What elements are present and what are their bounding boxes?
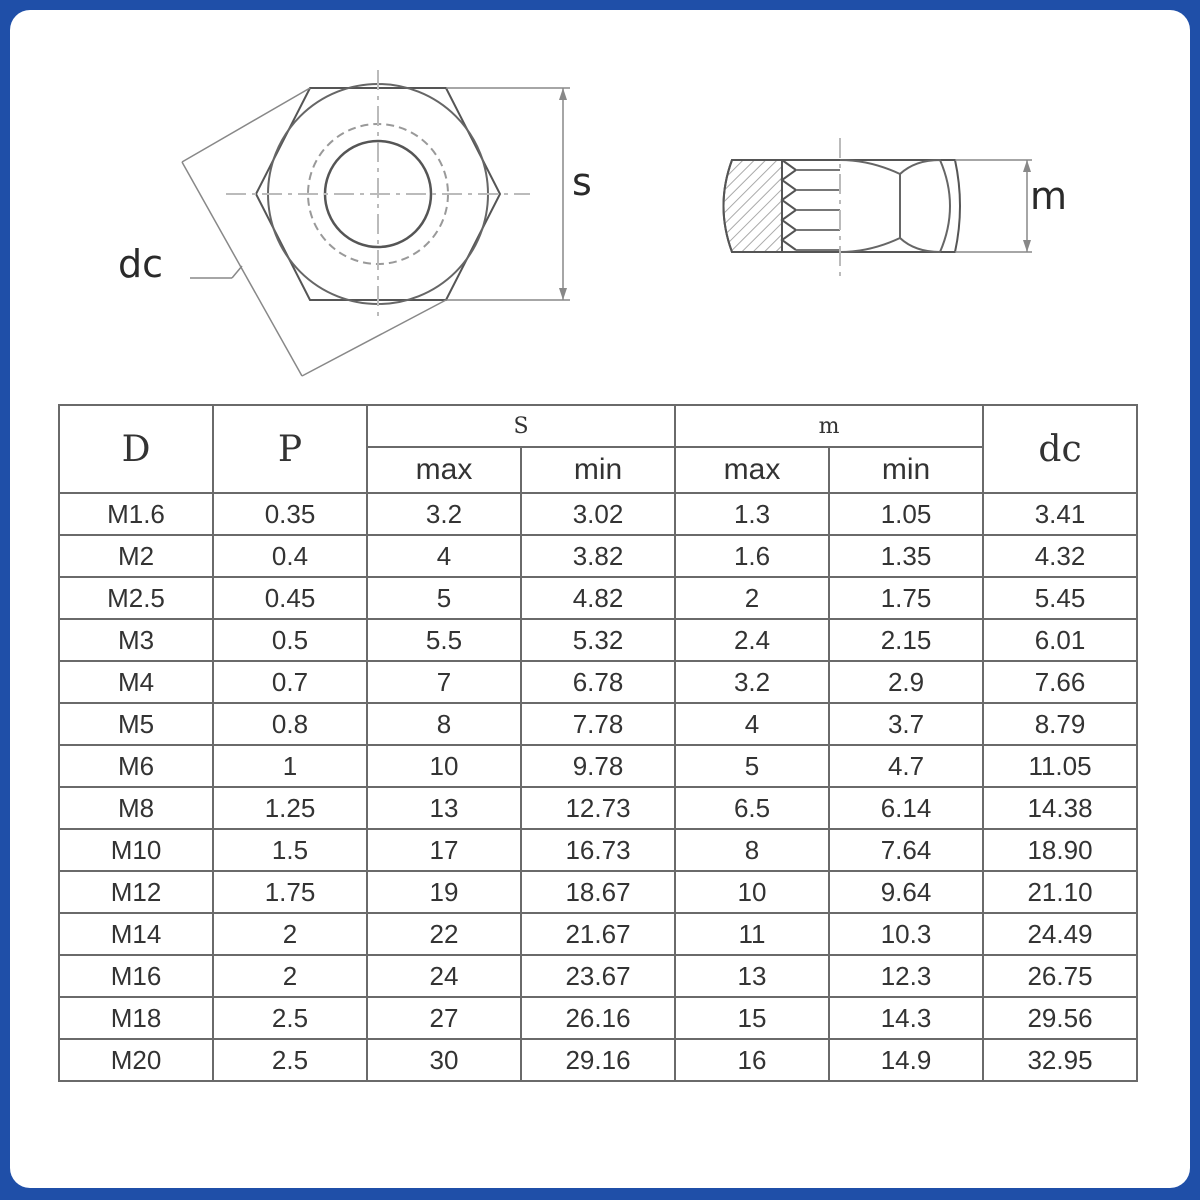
cell-D: M3 [59, 619, 213, 661]
cell-m-min: 2.9 [829, 661, 983, 703]
cell-dc: 7.66 [983, 661, 1137, 703]
cell-s-min: 18.67 [521, 871, 675, 913]
header-m-max: max [675, 447, 829, 493]
cell-P: 0.8 [213, 703, 367, 745]
cell-m-min: 4.7 [829, 745, 983, 787]
cell-s-min: 9.78 [521, 745, 675, 787]
table-row [59, 745, 1137, 787]
cell-s-max: 17 [367, 829, 521, 871]
cell-m-min: 3.7 [829, 703, 983, 745]
cell-dc: 8.79 [983, 703, 1137, 745]
cell-s-max: 24 [367, 955, 521, 997]
cell-s-min: 3.02 [521, 493, 675, 535]
cell-m-min: 1.05 [829, 493, 983, 535]
cell-D: M2 [59, 535, 213, 577]
table-row [59, 1039, 1137, 1081]
cell-D: M12 [59, 871, 213, 913]
cell-dc: 26.75 [983, 955, 1137, 997]
cell-s-min: 3.82 [521, 535, 675, 577]
cell-D: M18 [59, 997, 213, 1039]
cell-m-min: 2.15 [829, 619, 983, 661]
cell-D: M6 [59, 745, 213, 787]
table-row [59, 787, 1137, 829]
cell-D: M14 [59, 913, 213, 955]
cell-P: 0.5 [213, 619, 367, 661]
cell-P: 1.25 [213, 787, 367, 829]
spec-table-body [59, 493, 1137, 1081]
cell-m-max: 10 [675, 871, 829, 913]
cell-P: 0.45 [213, 577, 367, 619]
cell-s-max: 8 [367, 703, 521, 745]
cell-dc: 3.41 [983, 493, 1137, 535]
cell-D: M10 [59, 829, 213, 871]
header-dc: dc [983, 405, 1137, 493]
header-m: m [675, 405, 983, 447]
cell-s-min: 5.32 [521, 619, 675, 661]
cell-m-max: 3.2 [675, 661, 829, 703]
cell-s-min: 6.78 [521, 661, 675, 703]
header-S: S [367, 405, 675, 447]
cell-D: M2.5 [59, 577, 213, 619]
cell-s-max: 30 [367, 1039, 521, 1081]
cell-s-min: 23.67 [521, 955, 675, 997]
table-row [59, 577, 1137, 619]
header-m-min: min [829, 447, 983, 493]
cell-m-max: 1.6 [675, 535, 829, 577]
cell-m-max: 11 [675, 913, 829, 955]
cell-P: 2 [213, 955, 367, 997]
cell-s-max: 22 [367, 913, 521, 955]
cell-s-min: 7.78 [521, 703, 675, 745]
cell-m-max: 6.5 [675, 787, 829, 829]
cell-m-min: 9.64 [829, 871, 983, 913]
cell-s-max: 27 [367, 997, 521, 1039]
cell-m-max: 5 [675, 745, 829, 787]
nut-side-view-icon [724, 138, 1033, 278]
cell-dc: 6.01 [983, 619, 1137, 661]
cell-s-max: 13 [367, 787, 521, 829]
cell-m-min: 10.3 [829, 913, 983, 955]
header-D: D [59, 405, 213, 493]
cell-P: 1.5 [213, 829, 367, 871]
cell-P: 0.7 [213, 661, 367, 703]
cell-m-min: 1.35 [829, 535, 983, 577]
cell-m-max: 2.4 [675, 619, 829, 661]
cell-s-max: 5.5 [367, 619, 521, 661]
cell-m-max: 4 [675, 703, 829, 745]
cell-m-max: 8 [675, 829, 829, 871]
table-row [59, 829, 1137, 871]
dc-dimension-label: dc [118, 242, 164, 286]
cell-s-min: 16.73 [521, 829, 675, 871]
table-row [59, 535, 1137, 577]
cell-D: M4 [59, 661, 213, 703]
cell-D: M8 [59, 787, 213, 829]
cell-s-min: 21.67 [521, 913, 675, 955]
s-dimension-label: s [572, 160, 592, 204]
cell-s-max: 3.2 [367, 493, 521, 535]
table-row [59, 997, 1137, 1039]
cell-m-min: 7.64 [829, 829, 983, 871]
cell-P: 2.5 [213, 997, 367, 1039]
cell-m-max: 13 [675, 955, 829, 997]
cell-s-max: 4 [367, 535, 521, 577]
cell-dc: 5.45 [983, 577, 1137, 619]
table-row [59, 913, 1137, 955]
cell-m-max: 2 [675, 577, 829, 619]
cell-D: M20 [59, 1039, 213, 1081]
cell-P: 1.75 [213, 871, 367, 913]
cell-s-min: 12.73 [521, 787, 675, 829]
cell-P: 0.35 [213, 493, 367, 535]
cell-s-min: 26.16 [521, 997, 675, 1039]
cell-P: 2.5 [213, 1039, 367, 1081]
cell-dc: 14.38 [983, 787, 1137, 829]
cell-dc: 11.05 [983, 745, 1137, 787]
cell-m-max: 16 [675, 1039, 829, 1081]
cell-dc: 21.10 [983, 871, 1137, 913]
cell-P: 1 [213, 745, 367, 787]
cell-s-min: 4.82 [521, 577, 675, 619]
cell-dc: 24.49 [983, 913, 1137, 955]
cell-s-max: 7 [367, 661, 521, 703]
cell-dc: 29.56 [983, 997, 1137, 1039]
cell-D: M16 [59, 955, 213, 997]
cell-D: M5 [59, 703, 213, 745]
cell-m-min: 14.9 [829, 1039, 983, 1081]
table-row [59, 955, 1137, 997]
cell-m-min: 14.3 [829, 997, 983, 1039]
table-row [59, 493, 1137, 535]
cell-m-min: 1.75 [829, 577, 983, 619]
cell-s-max: 19 [367, 871, 521, 913]
cell-m-min: 6.14 [829, 787, 983, 829]
header-s-max: max [367, 447, 521, 493]
cell-s-max: 5 [367, 577, 521, 619]
hex-nut-diagram [10, 10, 1200, 410]
cell-P: 2 [213, 913, 367, 955]
cell-s-min: 29.16 [521, 1039, 675, 1081]
cell-m-max: 1.3 [675, 493, 829, 535]
m-dimension-label: m [1030, 174, 1068, 218]
table-row [59, 703, 1137, 745]
header-s-min: min [521, 447, 675, 493]
table-row [59, 871, 1137, 913]
cell-m-min: 12.3 [829, 955, 983, 997]
table-row [59, 619, 1137, 661]
cell-m-max: 15 [675, 997, 829, 1039]
cell-dc: 4.32 [983, 535, 1137, 577]
spec-table [58, 404, 1138, 1082]
cell-D: M1.6 [59, 493, 213, 535]
header-P: P [213, 405, 367, 493]
cell-s-max: 10 [367, 745, 521, 787]
cell-dc: 32.95 [983, 1039, 1137, 1081]
table-row [59, 661, 1137, 703]
cell-P: 0.4 [213, 535, 367, 577]
nut-front-view-icon [182, 70, 570, 376]
cell-dc: 18.90 [983, 829, 1137, 871]
